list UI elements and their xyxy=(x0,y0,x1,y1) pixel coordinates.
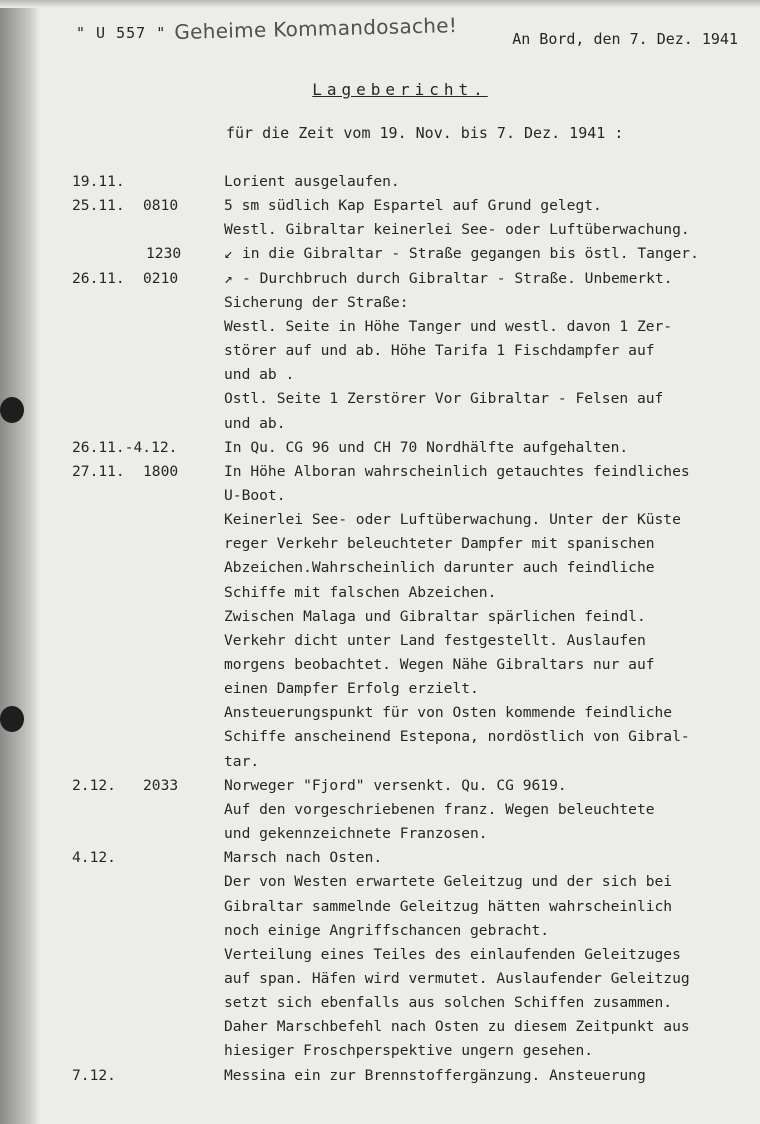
entry-text: Auf den vorgeschriebenen franz. Wegen beleuchtete xyxy=(224,801,655,818)
entry-time: 1800 xyxy=(143,463,179,480)
entry-text: Gibraltar sammelnde Geleitzug hätten wahrscheinlich xyxy=(224,898,673,915)
entry-text: Westl. Seite in Höhe Tanger und westl. davon 1 Zer- xyxy=(224,318,673,335)
entry-text: hiesiger Froschperspektive ungern gesehen. xyxy=(224,1042,594,1059)
entry-text: und ab . xyxy=(224,366,295,383)
hand-mark-icon: ↙ xyxy=(224,245,233,262)
entry-text: In Qu. CG 96 und CH 70 Nordhälfte aufgehalten. xyxy=(224,439,629,456)
entry-text: auf span. Häfen wird vermutet. Auslaufender Geleitzug xyxy=(224,970,690,987)
entry-date: 27.11. xyxy=(72,463,125,480)
entry-text: Westl. Gibraltar keinerlei See- oder Luftüberwachung. xyxy=(224,221,690,238)
entry-date: 26.11. xyxy=(72,270,125,287)
classification-stamp: Geheime Kommandosache! xyxy=(174,13,458,44)
entry-date: 7.12. xyxy=(72,1067,116,1084)
entry-text: einen Dampfer Erfolg erzielt. xyxy=(224,680,479,697)
entry-time: 0810 xyxy=(143,197,179,214)
entry-text: U-Boot. xyxy=(224,487,286,504)
page-top-shadow xyxy=(0,0,760,8)
entry-text: Schiffe anscheinend Estepona, nordöstlich von Gibral- xyxy=(224,728,690,745)
entry-time: 0210 xyxy=(143,270,179,287)
entry-text: Schiffe mit falschen Abzeichen. xyxy=(224,584,497,601)
entry-date: 26.11.-4.12. xyxy=(72,439,178,456)
entry-text: Sicherung der Straße: xyxy=(224,294,409,311)
entry-text: setzt sich ebenfalls aus solchen Schiffen zusammen. xyxy=(224,994,673,1011)
entry-text: störer auf und ab. Höhe Tarifa 1 Fischdampfer auf xyxy=(224,342,655,359)
entry-text: In Höhe Alboran wahrscheinlich getauchtes feindliches xyxy=(224,463,690,480)
entry-text: und ab. xyxy=(224,415,286,432)
entry-text: noch einige Angriffschancen gebracht. xyxy=(224,922,550,939)
entry-text: Verteilung eines Teiles des einlaufenden Geleitzuges xyxy=(224,946,681,963)
report-period: für die Zeit vom 19. Nov. bis 7. Dez. 1941 : xyxy=(226,124,624,142)
entry-text: Zwischen Malaga und Gibraltar spärlichen feindl. xyxy=(224,608,646,625)
place-date: An Bord, den 7. Dez. 1941 xyxy=(512,30,738,48)
page-edge-shadow xyxy=(0,0,40,1124)
entry-text: Marsch nach Osten. xyxy=(224,849,383,866)
entry-date: 2.12. xyxy=(72,777,116,794)
punch-hole-icon xyxy=(0,706,24,732)
entry-text: Ostl. Seite 1 Zerstörer Vor Gibraltar - Felsen auf xyxy=(224,390,664,407)
entry-text: Lorient ausgelaufen. xyxy=(224,173,400,190)
entry-date: 25.11. xyxy=(72,197,125,214)
entry-text: ↙ in die Gibraltar - Straße gegangen bis östl. Tanger. xyxy=(224,242,699,266)
entry-text: Norweger "Fjord" versenkt. Qu. CG 9619. xyxy=(224,777,567,794)
entry-time: 1230 xyxy=(146,245,182,262)
entry-text: Ansteuerungspunkt für von Osten kommende feindliche xyxy=(224,704,673,721)
entry-text: reger Verkehr beleuchteter Dampfer mit spanischen xyxy=(224,535,655,552)
entry-text: Der von Westen erwartete Geleitzug und der sich bei xyxy=(224,873,673,890)
document-header xyxy=(70,13,746,64)
entry-text: und gekennzeichnete Franzosen. xyxy=(224,825,488,842)
punch-hole-icon xyxy=(0,397,24,423)
hand-mark-icon: ↗ xyxy=(224,270,233,287)
entry-date: 19.11. xyxy=(72,173,125,190)
entry-text: Abzeichen.Wahrscheinlich darunter auch feindliche xyxy=(224,559,655,576)
entry-text: Messina ein zur Brennstoffergänzung. Ansteuerung xyxy=(224,1067,646,1084)
entry-text: Daher Marschbefehl nach Osten zu diesem Zeitpunkt aus xyxy=(224,1018,690,1035)
entry-text: ↗ - Durchbruch durch Gibraltar - Straße. Unbemerkt. xyxy=(224,267,673,291)
entry-text: 5 sm südlich Kap Espartel auf Grund gelegt. xyxy=(224,197,602,214)
report-title: Lagebericht. xyxy=(312,80,488,99)
boat-designation: " U 557 " xyxy=(76,24,167,42)
entry-date: 4.12. xyxy=(72,849,116,866)
entry-text: tar. xyxy=(224,753,260,770)
entry-time: 2033 xyxy=(143,777,179,794)
entry-text: morgens beobachtet. Wegen Nähe Gibraltars nur auf xyxy=(224,656,655,673)
entry-text: Verkehr dicht unter Land festgestellt. Auslaufen xyxy=(224,632,646,649)
entry-text: Keinerlei See- oder Luftüberwachung. Unter der Küste xyxy=(224,511,681,528)
